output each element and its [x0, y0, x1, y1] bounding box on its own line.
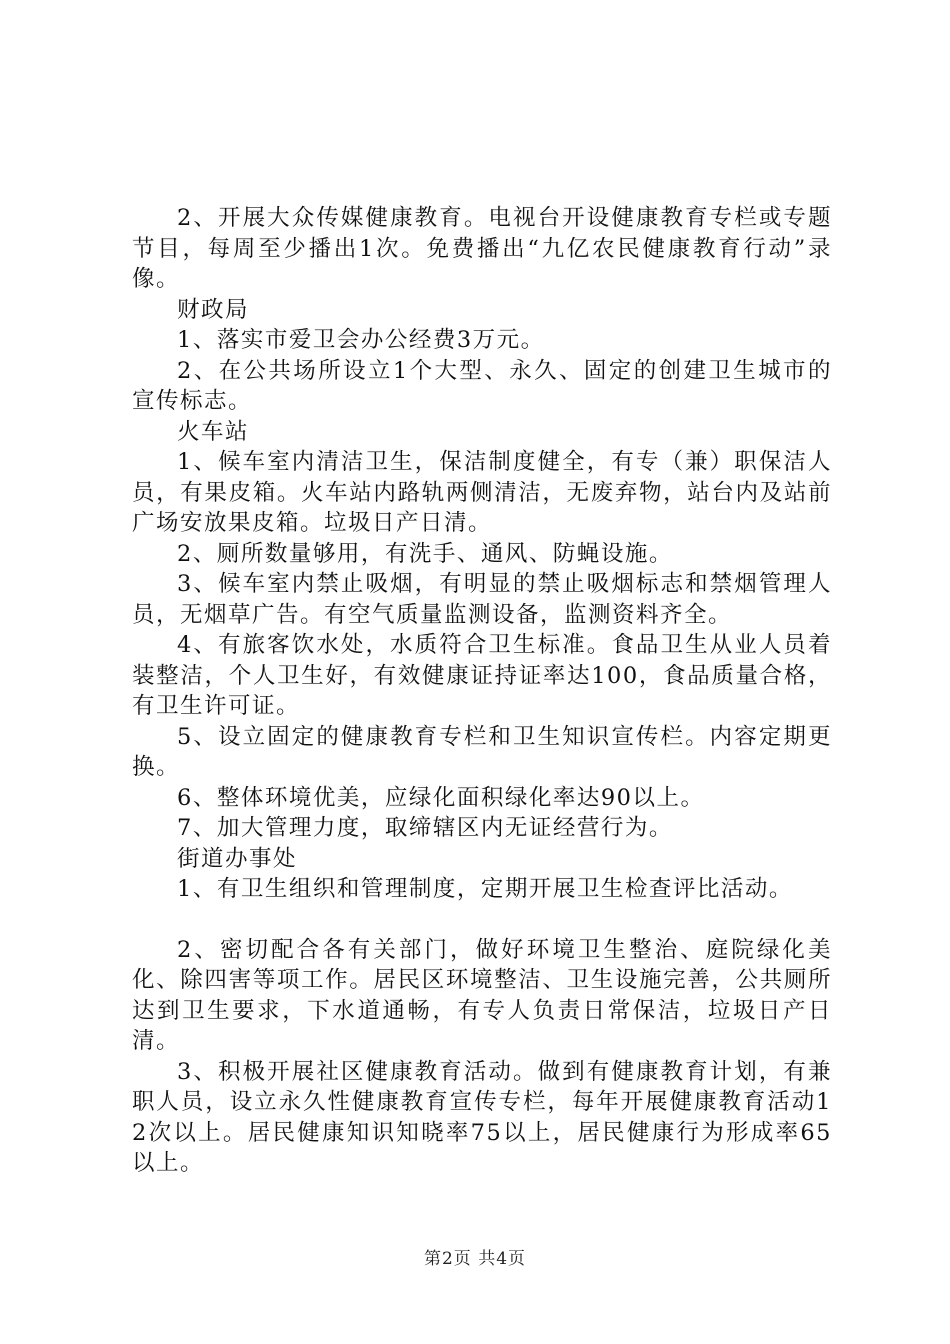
paragraph-media-education: 2、开展大众传媒健康教育。电视台开设健康教育专栏或专题节目，每周至少播出1次。免费播出“九亿农民健康教育行动”录像。 — [132, 205, 832, 292]
paragraph-street-1: 1、有卫生组织和管理制度，定期开展卫生检查评比活动。 — [177, 876, 793, 902]
paragraph-station-7: 7、加大管理力度，取缔辖区内无证经营行为。 — [177, 815, 673, 841]
paragraph-station-6: 6、整体环境优美，应绿化面积绿化率达90以上。 — [177, 784, 705, 811]
paragraph-finance-2: 2、在公共场所设立1个大型、永久、固定的创建卫生城市的宣传标志。 — [132, 357, 832, 414]
paragraph-street-3: 3、积极开展社区健康教育活动。做到有健康教育计划，有兼职人员，设立永久性健康教育宣传专栏，每年开展健康教育活动12次以上。居民健康知识知晓率75以上，居民健康行为形成率65以上。 — [132, 1058, 832, 1176]
paragraph-street-2: 2、密切配合各有关部门，做好环境卫生整治、庭院绿化美化、除四害等项工作。居民区环境整洁、卫生设施完善，公共厕所达到卫生要求，下水道通畅，有专人负责日常保洁，垃圾日产日清。 — [132, 936, 832, 1054]
paragraph-station-3: 3、候车室内禁止吸烟，有明显的禁止吸烟标志和禁烟管理人员，无烟草广告。有空气质量监测设备，监测资料齐全。 — [132, 571, 832, 628]
section-heading-train-station: 火车站 — [177, 418, 250, 445]
paragraph-spacer — [132, 905, 832, 935]
document-body — [132, 203, 832, 1179]
paragraph-station-1: 1、候车室内清洁卫生，保洁制度健全，有专（兼）职保洁人员，有果皮箱。火车站内路轨两侧清洁，无废弃物，站台内及站前广场安放果皮箱。垃圾日产日清。 — [132, 449, 832, 536]
paragraph-station-5: 5、设立固定的健康教育专栏和卫生知识宣传栏。内容定期更换。 — [132, 723, 832, 780]
paragraph-station-2: 2、厕所数量够用，有洗手、通风、防蝇设施。 — [177, 540, 673, 567]
section-heading-finance-bureau: 财政局 — [177, 296, 250, 323]
paragraph-station-4: 4、有旅客饮水处，水质符合卫生标准。食品卫生从业人员着装整洁，个人卫生好，有效健康证持证率达100，食品质量合格，有卫生许可证。 — [132, 632, 832, 719]
section-heading-street-office: 街道办事处 — [177, 845, 298, 872]
paragraph-finance-1: 1、落实市爱卫会办公经费3万元。 — [177, 327, 545, 353]
page-number-footer: 第2页 共4页 — [423, 1249, 527, 1269]
